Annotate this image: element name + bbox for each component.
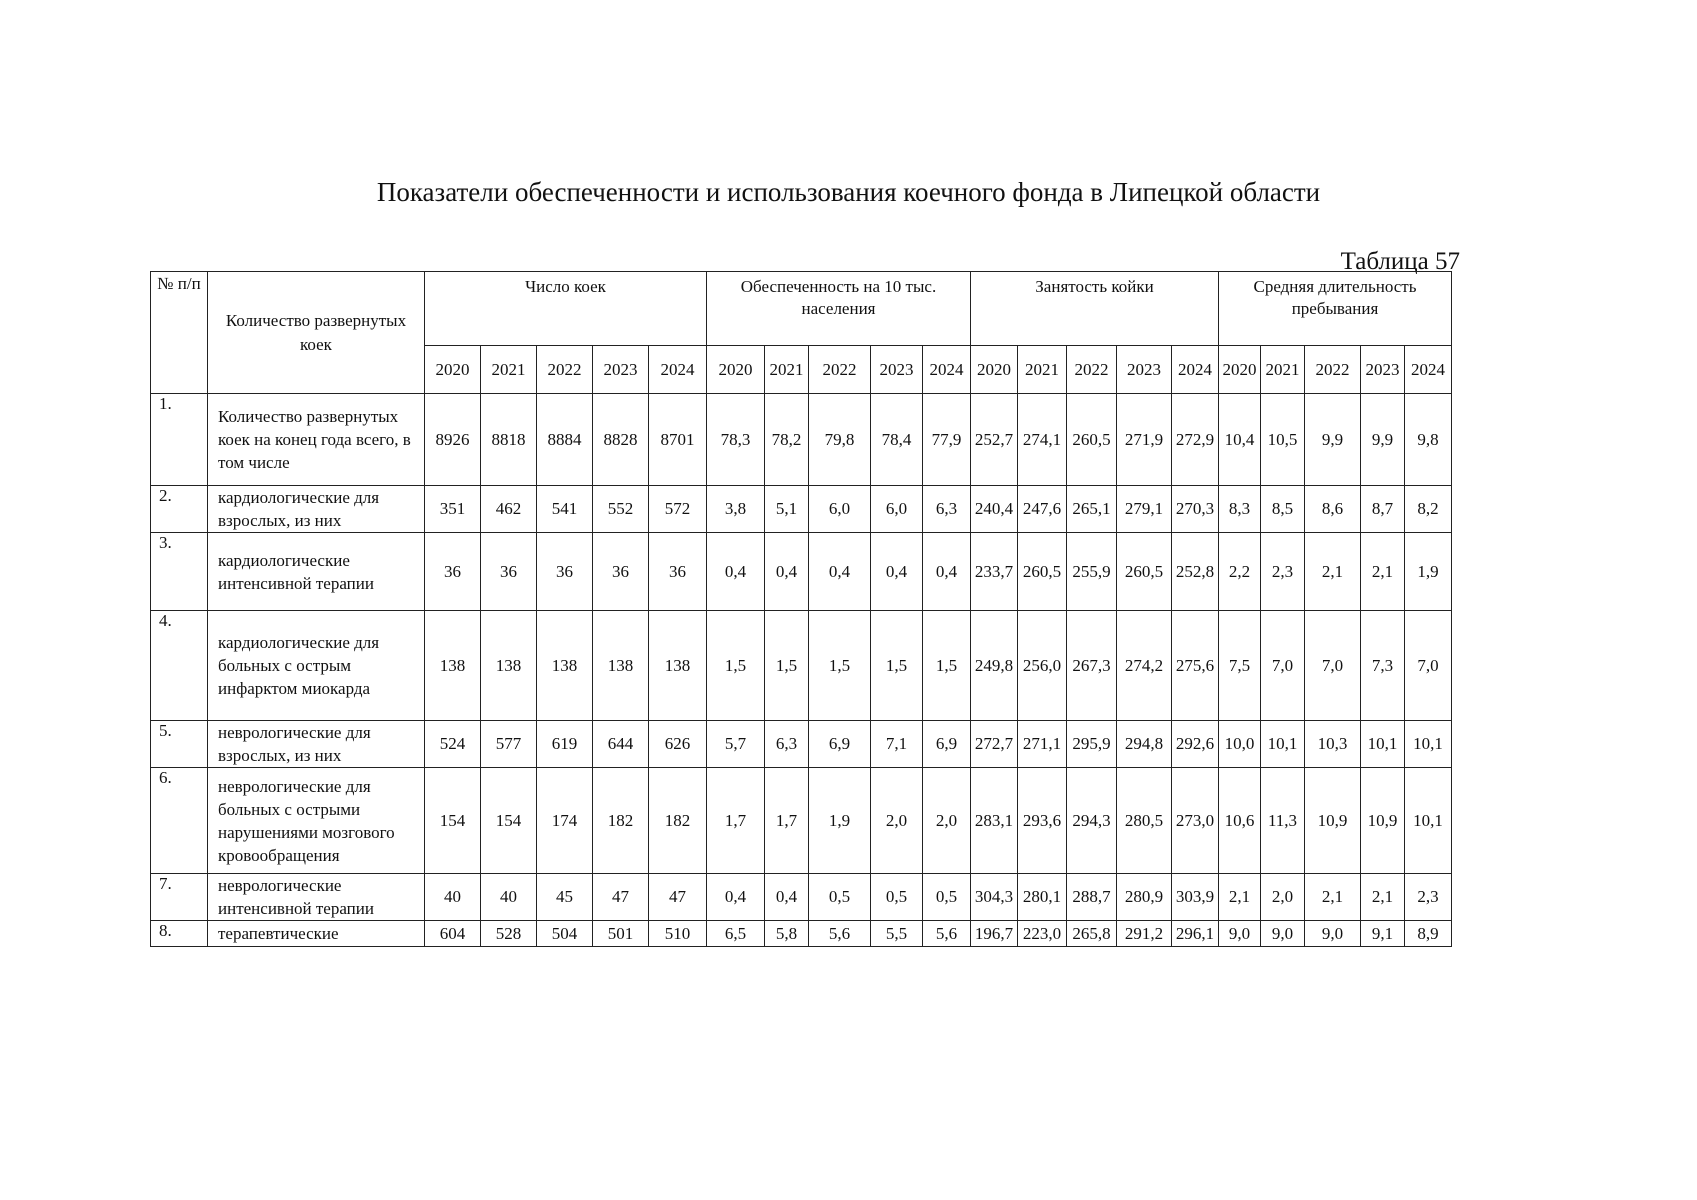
value-cell: 6,9 [809, 721, 871, 768]
value-cell: 154 [481, 768, 537, 874]
header-year: 2021 [1261, 346, 1305, 394]
value-cell: 256,0 [1018, 611, 1067, 721]
value-cell: 36 [537, 533, 593, 611]
value-cell: 272,7 [971, 721, 1018, 768]
header-name: Количество развернутых коек [208, 272, 425, 394]
value-cell: 294,8 [1117, 721, 1172, 768]
value-cell: 9,8 [1405, 394, 1452, 486]
value-cell: 252,8 [1172, 533, 1219, 611]
value-cell: 0,4 [923, 533, 971, 611]
value-cell: 303,9 [1172, 874, 1219, 921]
table-row [151, 721, 1452, 768]
value-cell: 1,7 [765, 768, 809, 874]
value-cell: 6,0 [871, 486, 923, 533]
value-cell: 174 [537, 768, 593, 874]
value-cell: 223,0 [1018, 921, 1067, 947]
value-cell: 5,8 [765, 921, 809, 947]
value-cell: 0,4 [707, 874, 765, 921]
value-cell: 5,7 [707, 721, 765, 768]
value-cell: 9,9 [1305, 394, 1361, 486]
value-cell: 7,1 [871, 721, 923, 768]
value-cell: 292,6 [1172, 721, 1219, 768]
value-cell: 3,8 [707, 486, 765, 533]
header-group-beds: Число коек [425, 272, 707, 346]
value-cell: 6,0 [809, 486, 871, 533]
value-cell: 619 [537, 721, 593, 768]
value-cell: 9,1 [1361, 921, 1405, 947]
value-cell: 138 [537, 611, 593, 721]
value-cell: 10,3 [1305, 721, 1361, 768]
value-cell: 182 [649, 768, 707, 874]
value-cell: 293,6 [1018, 768, 1067, 874]
value-cell: 36 [649, 533, 707, 611]
value-cell: 10,1 [1405, 768, 1452, 874]
value-cell: 1,7 [707, 768, 765, 874]
table-row [151, 874, 1452, 921]
value-cell: 644 [593, 721, 649, 768]
value-cell: 8,9 [1405, 921, 1452, 947]
value-cell: 7,0 [1261, 611, 1305, 721]
value-cell: 8,3 [1219, 486, 1261, 533]
row-label: терапевтические [208, 921, 425, 947]
value-cell: 275,6 [1172, 611, 1219, 721]
row-label: кардиологические для взрослых, из них [208, 486, 425, 533]
header-year: 2020 [1219, 346, 1261, 394]
value-cell: 5,5 [871, 921, 923, 947]
value-cell: 2,1 [1219, 874, 1261, 921]
row-number: 8. [151, 921, 208, 947]
value-cell: 572 [649, 486, 707, 533]
value-cell: 6,9 [923, 721, 971, 768]
value-cell: 182 [593, 768, 649, 874]
value-cell: 233,7 [971, 533, 1018, 611]
header-year: 2023 [871, 346, 923, 394]
value-cell: 196,7 [971, 921, 1018, 947]
value-cell: 267,3 [1067, 611, 1117, 721]
header-year: 2023 [1361, 346, 1405, 394]
value-cell: 604 [425, 921, 481, 947]
value-cell: 8,2 [1405, 486, 1452, 533]
header-year: 2023 [1117, 346, 1172, 394]
value-cell: 462 [481, 486, 537, 533]
row-label: кардиологические для больных с острым инфарктом миокарда [208, 611, 425, 721]
value-cell: 270,3 [1172, 486, 1219, 533]
value-cell: 7,0 [1305, 611, 1361, 721]
value-cell: 249,8 [971, 611, 1018, 721]
value-cell: 291,2 [1117, 921, 1172, 947]
value-cell: 273,0 [1172, 768, 1219, 874]
value-cell: 78,2 [765, 394, 809, 486]
value-cell: 47 [649, 874, 707, 921]
header-year: 2022 [1067, 346, 1117, 394]
row-number: 6. [151, 768, 208, 874]
value-cell: 9,0 [1219, 921, 1261, 947]
value-cell: 294,3 [1067, 768, 1117, 874]
header-year: 2020 [425, 346, 481, 394]
value-cell: 36 [593, 533, 649, 611]
table-row [151, 611, 1452, 721]
header-group-row [151, 272, 1452, 346]
value-cell: 501 [593, 921, 649, 947]
value-cell: 8701 [649, 394, 707, 486]
value-cell: 240,4 [971, 486, 1018, 533]
value-cell: 1,5 [871, 611, 923, 721]
header-year: 2024 [1172, 346, 1219, 394]
value-cell: 271,1 [1018, 721, 1067, 768]
value-cell: 280,9 [1117, 874, 1172, 921]
row-number: 1. [151, 394, 208, 486]
value-cell: 10,1 [1261, 721, 1305, 768]
value-cell: 552 [593, 486, 649, 533]
value-cell: 351 [425, 486, 481, 533]
value-cell: 8818 [481, 394, 537, 486]
header-group-stay: Средняя длительность пребывания [1219, 272, 1452, 346]
value-cell: 272,9 [1172, 394, 1219, 486]
value-cell: 2,0 [1261, 874, 1305, 921]
header-year: 2024 [1405, 346, 1452, 394]
value-cell: 9,0 [1261, 921, 1305, 947]
value-cell: 10,9 [1305, 768, 1361, 874]
value-cell: 296,1 [1172, 921, 1219, 947]
table-row [151, 486, 1452, 533]
bed-fund-table [150, 271, 1452, 947]
header-year: 2021 [1018, 346, 1067, 394]
value-cell: 2,3 [1405, 874, 1452, 921]
value-cell: 280,1 [1018, 874, 1067, 921]
value-cell: 0,5 [809, 874, 871, 921]
value-cell: 7,5 [1219, 611, 1261, 721]
value-cell: 8,6 [1305, 486, 1361, 533]
header-group-provision: Обеспеченность на 10 тыс. населения [707, 272, 971, 346]
table-body [151, 394, 1452, 947]
row-number: 5. [151, 721, 208, 768]
value-cell: 626 [649, 721, 707, 768]
value-cell: 10,1 [1361, 721, 1405, 768]
value-cell: 283,1 [971, 768, 1018, 874]
header-group-occupancy: Занятость койки [971, 272, 1219, 346]
value-cell: 5,6 [809, 921, 871, 947]
value-cell: 10,6 [1219, 768, 1261, 874]
value-cell: 138 [593, 611, 649, 721]
header-year: 2024 [923, 346, 971, 394]
value-cell: 9,9 [1361, 394, 1405, 486]
value-cell: 0,4 [809, 533, 871, 611]
value-cell: 541 [537, 486, 593, 533]
value-cell: 1,5 [707, 611, 765, 721]
row-number: 2. [151, 486, 208, 533]
value-cell: 2,1 [1305, 533, 1361, 611]
row-label: кардиологические интенсивной терапии [208, 533, 425, 611]
value-cell: 78,4 [871, 394, 923, 486]
value-cell: 288,7 [1067, 874, 1117, 921]
value-cell: 7,3 [1361, 611, 1405, 721]
value-cell: 77,9 [923, 394, 971, 486]
value-cell: 510 [649, 921, 707, 947]
header-year: 2022 [1305, 346, 1361, 394]
value-cell: 260,5 [1067, 394, 1117, 486]
value-cell: 1,5 [923, 611, 971, 721]
table-row [151, 768, 1452, 874]
value-cell: 0,5 [923, 874, 971, 921]
value-cell: 36 [481, 533, 537, 611]
value-cell: 138 [481, 611, 537, 721]
value-cell: 260,5 [1018, 533, 1067, 611]
value-cell: 8828 [593, 394, 649, 486]
value-cell: 9,0 [1305, 921, 1361, 947]
row-label: неврологические интенсивной терапии [208, 874, 425, 921]
value-cell: 280,5 [1117, 768, 1172, 874]
value-cell: 2,1 [1305, 874, 1361, 921]
row-number: 7. [151, 874, 208, 921]
value-cell: 271,9 [1117, 394, 1172, 486]
value-cell: 504 [537, 921, 593, 947]
value-cell: 295,9 [1067, 721, 1117, 768]
value-cell: 8926 [425, 394, 481, 486]
value-cell: 304,3 [971, 874, 1018, 921]
value-cell: 0,4 [871, 533, 923, 611]
value-cell: 265,8 [1067, 921, 1117, 947]
value-cell: 274,2 [1117, 611, 1172, 721]
value-cell: 8,7 [1361, 486, 1405, 533]
value-cell: 279,1 [1117, 486, 1172, 533]
header-year: 2020 [707, 346, 765, 394]
table-caption: Таблица 57 [1340, 248, 1460, 275]
value-cell: 1,5 [765, 611, 809, 721]
value-cell: 6,3 [765, 721, 809, 768]
row-label: неврологические для взрослых, из них [208, 721, 425, 768]
header-year: 2024 [649, 346, 707, 394]
header-year: 2023 [593, 346, 649, 394]
value-cell: 1,5 [809, 611, 871, 721]
value-cell: 10,0 [1219, 721, 1261, 768]
header-year: 2022 [809, 346, 871, 394]
value-cell: 47 [593, 874, 649, 921]
value-cell: 2,3 [1261, 533, 1305, 611]
row-number: 3. [151, 533, 208, 611]
value-cell: 260,5 [1117, 533, 1172, 611]
value-cell: 252,7 [971, 394, 1018, 486]
value-cell: 265,1 [1067, 486, 1117, 533]
value-cell: 40 [425, 874, 481, 921]
value-cell: 45 [537, 874, 593, 921]
value-cell: 7,0 [1405, 611, 1452, 721]
value-cell: 78,3 [707, 394, 765, 486]
value-cell: 11,3 [1261, 768, 1305, 874]
value-cell: 138 [425, 611, 481, 721]
value-cell: 40 [481, 874, 537, 921]
value-cell: 2,0 [923, 768, 971, 874]
header-year: 2021 [765, 346, 809, 394]
page-title: Показатели обеспеченности и использования коечного фонда в Липецкой области [376, 177, 1321, 207]
table-row [151, 394, 1452, 486]
value-cell: 577 [481, 721, 537, 768]
value-cell: 1,9 [809, 768, 871, 874]
value-cell: 10,5 [1261, 394, 1305, 486]
value-cell: 5,6 [923, 921, 971, 947]
value-cell: 528 [481, 921, 537, 947]
value-cell: 274,1 [1018, 394, 1067, 486]
table-row [151, 533, 1452, 611]
value-cell: 1,9 [1405, 533, 1452, 611]
header-year: 2022 [537, 346, 593, 394]
row-number: 4. [151, 611, 208, 721]
value-cell: 0,4 [765, 874, 809, 921]
value-cell: 8,5 [1261, 486, 1305, 533]
row-label: Количество развернутых коек на конец года всего, в том числе [208, 394, 425, 486]
value-cell: 0,4 [707, 533, 765, 611]
value-cell: 79,8 [809, 394, 871, 486]
value-cell: 5,1 [765, 486, 809, 533]
value-cell: 2,1 [1361, 874, 1405, 921]
header-num: № п/п [151, 272, 208, 394]
value-cell: 247,6 [1018, 486, 1067, 533]
row-label: неврологические для больных с острыми нарушениями мозгового кровообращения [208, 768, 425, 874]
value-cell: 154 [425, 768, 481, 874]
value-cell: 36 [425, 533, 481, 611]
value-cell: 2,0 [871, 768, 923, 874]
value-cell: 524 [425, 721, 481, 768]
value-cell: 2,2 [1219, 533, 1261, 611]
table-row [151, 921, 1452, 947]
header-year: 2021 [481, 346, 537, 394]
value-cell: 6,5 [707, 921, 765, 947]
value-cell: 6,3 [923, 486, 971, 533]
value-cell: 0,5 [871, 874, 923, 921]
value-cell: 8884 [537, 394, 593, 486]
value-cell: 10,1 [1405, 721, 1452, 768]
header-year: 2020 [971, 346, 1018, 394]
value-cell: 2,1 [1361, 533, 1405, 611]
value-cell: 138 [649, 611, 707, 721]
value-cell: 10,9 [1361, 768, 1405, 874]
value-cell: 255,9 [1067, 533, 1117, 611]
value-cell: 10,4 [1219, 394, 1261, 486]
value-cell: 0,4 [765, 533, 809, 611]
